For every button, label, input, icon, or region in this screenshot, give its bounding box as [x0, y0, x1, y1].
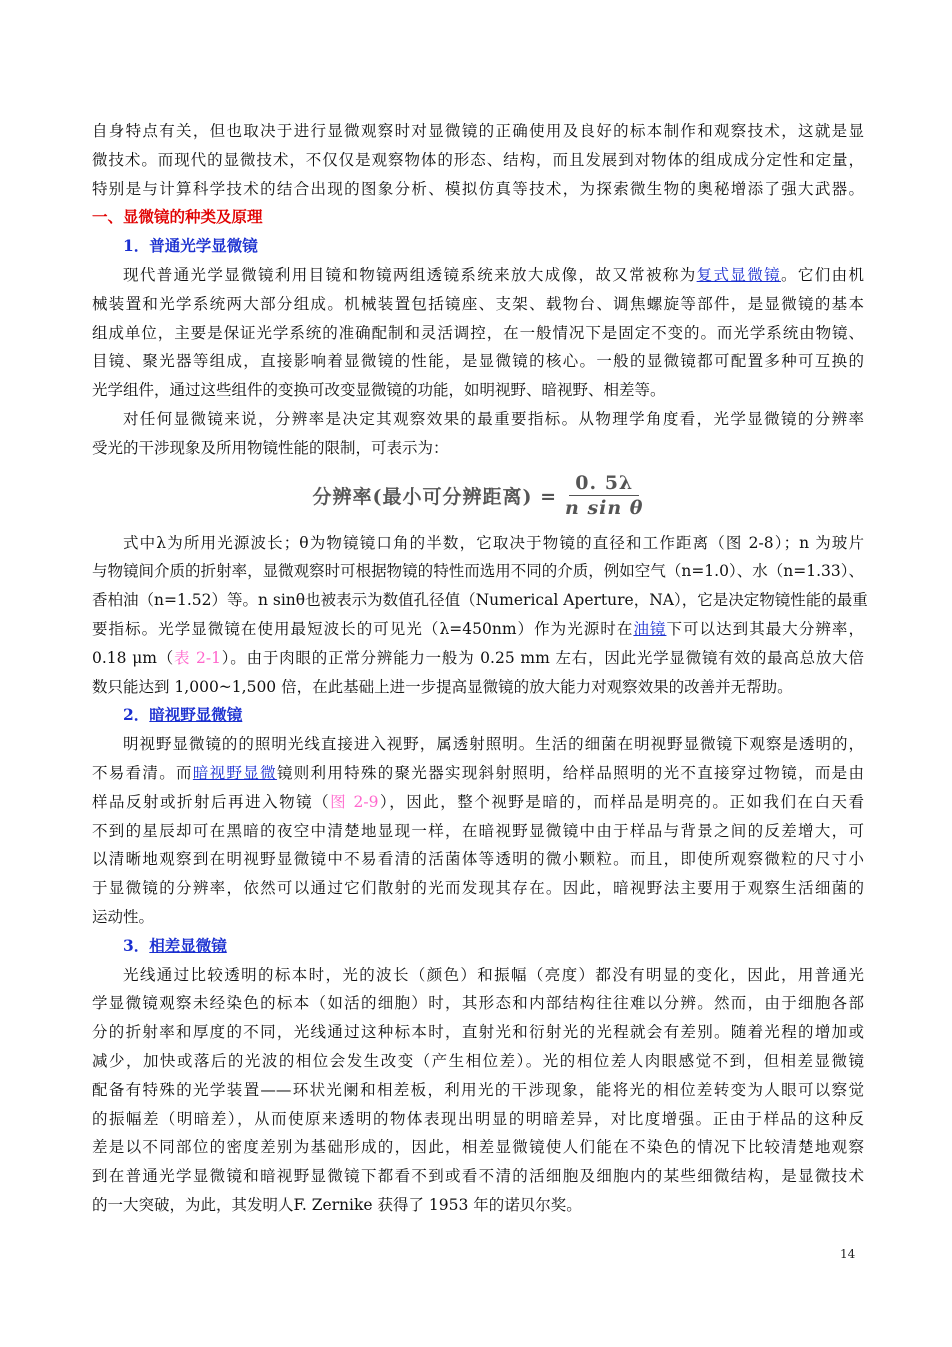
paragraph-line: 分的折射率和厚度的不同，光线通过这种标本时，直射光和衍射光的光程就会有差别。随着光程的增加或	[92, 1023, 864, 1042]
paragraph-line: 械装置和光学系统两大部分组成。机械装置包括镜座、支架、载物台、调焦螺旋等部件，是显微镜的基本	[92, 294, 864, 313]
paragraph-line: 明视野显微镜的的照明光线直接进入视野，属透射照明。生活的细菌在明视野显微镜下观察是透明的，	[123, 735, 864, 754]
paragraph-line: 运动性。	[92, 907, 155, 926]
paragraph-line: 不到的星辰却可在黑暗的夜空中清楚地显现一样，在暗视野显微镜中由于样品与背景之间的反差增大，可	[92, 821, 864, 840]
darkfield-microscope-link[interactable]: 暗视野显微	[192, 763, 277, 782]
subsection-heading-darkfield: 2．暗视野显微镜	[123, 705, 243, 725]
paragraph-line: 到在普通光学显微镜和暗视野显微镜下都看不到或看不清的活细胞及细胞内的某些细微结构，是显微技术	[92, 1167, 864, 1186]
intro-line: 特别是与计算科学技术的结合出现的图象分析、模拟仿真等技术，为探索微生物的奥秘增添了强大武器。	[92, 179, 864, 198]
paragraph-line: 与物镜间介质的折射率，显微观察时可根据物镜的特性而选用不同的介质，例如空气（n=1.0）、水（n=1.33）、	[92, 562, 864, 581]
resolution-formula	[92, 463, 864, 529]
paragraph-line: 不易看清。而暗视野显微镜则利用特殊的聚光器实现斜射照明，给样品照明的光不直接穿过物镜，而是由	[92, 763, 864, 782]
paragraph-line: 光线通过比较透明的标本时，光的波长（颜色）和振幅（亮度）都没有明显的变化，因此，用普通光	[123, 965, 864, 984]
intro-line: 自身特点有关，但也取决于进行显微观察时对显微镜的正确使用及良好的标本制作和观察技术，这就是显	[92, 122, 864, 140]
darkfield-heading-link[interactable]: 暗视野显微镜	[149, 705, 243, 725]
formula-lhs: 分辨率(最小可分辨距离) =	[312, 486, 558, 509]
formula-fraction	[565, 472, 643, 519]
oil-immersion-link[interactable]: 油镜	[633, 619, 667, 638]
table-reference-link[interactable]: 表 2-1	[174, 648, 221, 667]
paragraph-line: 学显微镜观察未经染色的标本（如活的细胞）时，其形态和内部结构往往难以分辨。然而，由于细胞各部	[92, 994, 864, 1013]
formula-denominator: n sin θ	[565, 497, 644, 520]
paragraph-line: 的振幅差（明暗差），从而使原来透明的物体表现出明显的明暗差异，对比度增强。正由于样品的这种反	[92, 1109, 864, 1128]
paragraph-line: 目镜、聚光器等组成，直接影响着显微镜的性能，是显微镜的核心。一般的显微镜都可配置多种可互换的	[92, 352, 864, 371]
subsection-heading-optical-microscope: 1．普通光学显微镜	[123, 236, 258, 256]
paragraph-line: 数只能达到 1,000~1,500 倍，在此基础上进一步提高显微镜的放大能力对观察效果的改善并无帮助。	[92, 677, 793, 696]
paragraph-line: 光学组件，通过这些组件的变换可改变显微镜的功能，如明视野、暗视野、相差等。	[92, 381, 666, 400]
paragraph-line: 样品反射或折射后再进入物镜（图 2-9），因此，整个视野是暗的，而样品是明亮的。正如我们在白天看	[92, 792, 864, 811]
paragraph-line: 式中λ为所用光源波长；θ为物镜镜口角的半数，它取决于物镜的直径和工作距离（图 2-8）；n 为玻片	[123, 533, 864, 552]
section-heading: 一、显微镜的种类及原理	[92, 207, 263, 227]
paragraph-line: 差是以不同部位的密度差别为基础形成的，因此，相差显微镜使人们能在不染色的情况下比较清楚地观察	[92, 1138, 864, 1157]
formula-numerator: 0. 5λ	[569, 472, 639, 496]
paragraph-line: 要指标。光学显微镜在使用最短波长的可见光（λ=450nm）作为光源时在油镜下可以达到其最大分辨率，	[92, 619, 864, 638]
paragraph-line: 于显微镜的分辨率，依然可以通过它们散射的光而发现其存在。因此，暗视野法主要用于观察生活细菌的	[92, 879, 864, 898]
paragraph-line: 香柏油（n=1.52）等。n sinθ也被表示为数值孔径值（Numerical Aperture，NA），它是决定物镜性能的最重	[92, 591, 868, 610]
subsection-heading-phase-contrast: 3．相差显微镜	[123, 935, 227, 955]
compound-microscope-link[interactable]: 复式显微镜	[696, 265, 781, 284]
paragraph-line: 减少，加快或落后的光波的相位会发生改变（产生相位差）。光的相位差人肉眼感觉不到，但相差显微镜	[92, 1051, 864, 1070]
paragraph-line: 以清晰地观察到在明视野显微镜中不易看清的活菌体等透明的微小颗粒。而且，即使所观察微粒的尺寸小	[92, 850, 864, 869]
paragraph-line: 对任何显微镜来说，分辨率是决定其观察效果的最重要指标。从物理学角度看，光学显微镜的分辨率	[123, 409, 864, 428]
paragraph-line: 现代普通光学显微镜利用目镜和物镜两组透镜系统来放大成像，故又常被称为复式显微镜。它们由机	[123, 265, 864, 284]
paragraph-line: 的一大突破，为此，其发明人F. Zernike 获得了 1953 年的诺贝尔奖。	[92, 1195, 582, 1214]
phase-contrast-heading-link[interactable]: 相差显微镜	[149, 935, 227, 955]
paragraph-line: 配备有特殊的光学装置——环状光阑和相差板，利用光的干涉现象，能将光的相位差转变为人眼可以察觉	[92, 1080, 864, 1099]
paragraph-line: 组成单位，主要是保证光学系统的准确配制和灵活调控，在一般情况下是固定不变的。而光学系统由物镜、	[92, 323, 864, 342]
paragraph-line: 0.18 μm（表 2-1）。由于肉眼的正常分辨能力一般为 0.25 mm 左右，因此光学显微镜有效的最高总放大倍	[92, 648, 864, 667]
intro-line: 微技术。而现代的显微技术，不仅仅是观察物体的形态、结构，而且发展到对物体的组成成分定性和定量，	[92, 150, 864, 169]
page-number: 14	[840, 1247, 856, 1261]
document-page	[92, 117, 868, 1220]
figure-reference-link[interactable]: 图 2-9	[330, 792, 379, 811]
paragraph-line: 受光的干涉现象及所用物镜性能的限制，可表示为：	[92, 438, 449, 457]
